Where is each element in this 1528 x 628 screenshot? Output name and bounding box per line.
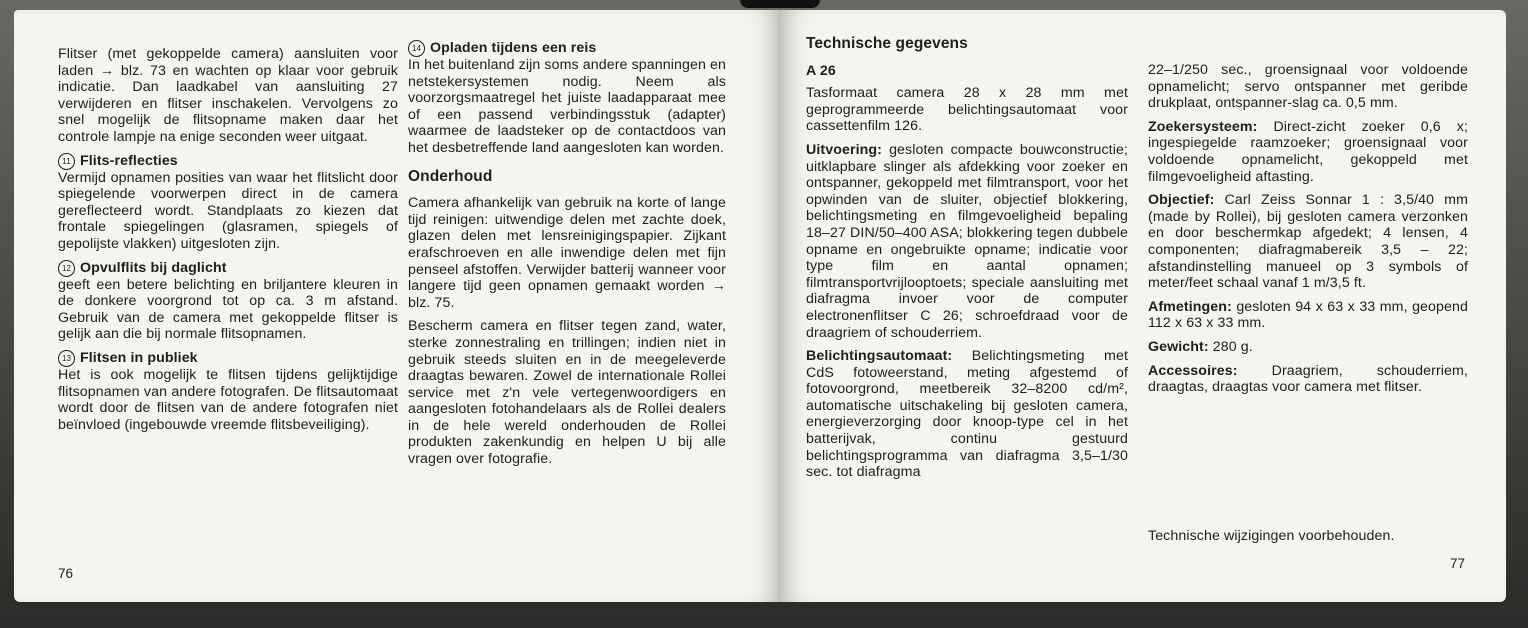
left-page-column-1 [58,46,398,440]
model-subtitle: A 26 [806,62,836,79]
section-text: Vermijd opnamen posities van waar het flitslicht door spiegelende voorwerpen direct in de camera gereflecteerd wordt. Standplaats zo kiezen dat frontale spiegelingen (glasramen, spiegels of gepolijste vlakken) uitgesloten zijn. [58,169,398,252]
spec-item [1148,339,1468,356]
section-title: Flitsen in publiek [80,349,198,366]
section-text: Het is ook mogelijk te flitsen tijdens gelijktijdige flitsopnamen van andere fotografen. De flitsautomaat wordt door de flitsen van de andere fotografen niet beïnvloed (ingebouwde vreemde flitsbeveiliging). [58,366,398,433]
spec-item [1148,119,1468,185]
spine-shadow [740,0,820,8]
page-number: 77 [1450,556,1466,571]
right-page [778,10,1506,602]
spec-item [806,85,1128,135]
maintenance-paragraph: Camera afhankelijk van gebruik na korte of lange tijd reinigen: uitwendige delen met zachte doek, glazen delen met lensreinigingspapier. Zijkant erafschroeven en alle inwendige delen met fijn penseel afstoffen. Verwijder batterij wanneer voor langere tijd geen opnamen gemaakt worden → blz. 75. [408,195,726,311]
section-heading [58,350,398,367]
spec-text: Carl Zeiss Sonnar 1 : 3,5/40 mm (made by Rollei), bij gesloten camera verzonken en door beschermkap afgedekt; 4 lensen, 4 componenten; diafragmabereik 3,5 – 22; afstandinstelling manueel op 3 symbols of meter/feet schaal vanaf 1 m/3,5 ft. [1148,192,1468,292]
spec-label: Belichtingsautomaat: [806,348,953,365]
spec-label: Afmetingen: [1148,298,1232,315]
circled-number-icon: 12 [58,260,75,277]
left-page [14,10,782,602]
spec-item [1148,299,1468,332]
spec-text: Belichtingsmeting met CdS fotoweerstand, meting afgestemd of fotovoorgrond, meetbereik 32–8200 cd/m², automatische uitschakeling bij gesloten camera, energieverzorging door knoop-type cel in het batterijvak, continu gestuurd belichtingsprogramma van diafragma 3,5–1/30 sec. tot diafragma [806,348,1129,481]
maintenance-paragraph: Bescherm camera en flitser tegen zand, water, sterke zonnestraling en trillingen; indien niet in gebruik steeds sluiten en in de meegeleverde draagtas bewaren. Zowel de internationale Rollei service met z'n vele vertegenwoordigers en aangesloten fotohandelaars als de Rollei dealers in de hele wereld onderhouden de Rollei produkten zakenkundig en helpen U bij alle vragen over fotografie. [408,318,726,468]
section-heading [408,40,726,57]
spec-item [806,142,1128,341]
section-text: geeft een betere belichting en briljantere kleuren in de donkere voorgrond tot op ca. 3 m afstand. Gebruik van de camera met gekoppelde flitser is gelijk aan die bij normale flitsopnamen. [58,276,398,343]
spec-item [806,348,1128,481]
spec-item [1148,192,1468,292]
section-heading [58,153,398,170]
spec-item [1148,363,1468,396]
circled-number-icon: 11 [58,153,75,170]
left-page-column-2 [408,40,726,475]
spec-item [1148,62,1468,112]
spec-text: Direct-zicht zoeker 0,6 x; ingespiegelde raamzoeker; groensignaal voor voldoende opnamelicht, gekoppeld met filmgevoeligheid aftasting. [1148,118,1468,185]
spec-label: Gewicht: [1148,338,1209,355]
spec-text: Tasformaat camera 28 x 28 mm met geprogrammeerde belichtingsautomaat voor cassettenfilm 126. [806,85,1128,135]
spec-label: Accessoires: [1148,362,1238,379]
section-title: Opvulflits bij daglicht [80,259,227,276]
section-heading [58,260,398,277]
footer-note: Technische wijzigingen voorbehouden. [1148,528,1395,544]
right-page-column-1 [806,36,1128,488]
spec-text: Draagriem, schouderriem, draagtas, draagtas voor camera met flitser. [1148,362,1468,396]
page-title: Technische gegevens [806,35,968,52]
circled-number-icon: 13 [58,350,75,367]
spec-text: 22–1/250 sec., groensignaal voor voldoende opnamelicht; servo ontspanner met geribde drukplaat, ontspanner-slag ca. 0,5 mm. [1148,62,1468,112]
maintenance-heading: Onderhoud [408,167,493,185]
page-number: 76 [58,566,74,581]
section-title: Opladen tijdens een reis [430,40,597,56]
spec-label: Objectief: [1148,192,1215,209]
section-title: Flits-reflecties [80,152,178,169]
spec-text: 280 g. [1212,338,1253,355]
spec-text: gesloten compacte bouwconstructie; uitklapbare slinger als afdekking voor zoeker en ontspanner, gekoppeld met filmtransport, voor het opwinden van de sluiter, objectief blokkering, belichtingsmeting en filmgevoeligheid bepaling 18–27 DIN/50–400 ASA; blokkering tegen dubbele opname en ongebruikte opname; indicatie voor type film en aantal opnamen; filmtransportvrijlooptoets; speciale aansluiting met diafragma invoer voor de computer electronenflitser C 26; schroefdraad voor de draagriem of schouderriem. [806,141,1128,341]
spec-text: gesloten 94 x 63 x 33 mm, geopend 112 x 63 x 33 mm. [1148,298,1469,332]
right-page-column-2 [1148,62,1468,403]
section-text: In het buitenland zijn soms andere spanningen en netstekersystemen nodig. Neem als voorzorgsmaatregel het juiste laadapparaat mee of een passend verbindingsstuk (adapter) waarmee de laadsteker op de contactdoos van het desbetreffende land aangesloten kan worden. [408,57,726,156]
spec-label: Zoekersysteem: [1148,118,1258,135]
intro-paragraph: Flitser (met gekoppelde camera) aansluiten voor laden → blz. 73 en wachten op klaar voor gebruik indicatie. Dan laadkabel van aansluiting 27 verwijderen en flitser inschakelen. Vervolgens zo snel mogelijk de flitsopname maken daar het controle lampje na enige seconden weer uitgaat. [58,46,398,145]
circled-number-icon: 14 [408,40,425,57]
spec-label: Uitvoering: [806,141,882,158]
